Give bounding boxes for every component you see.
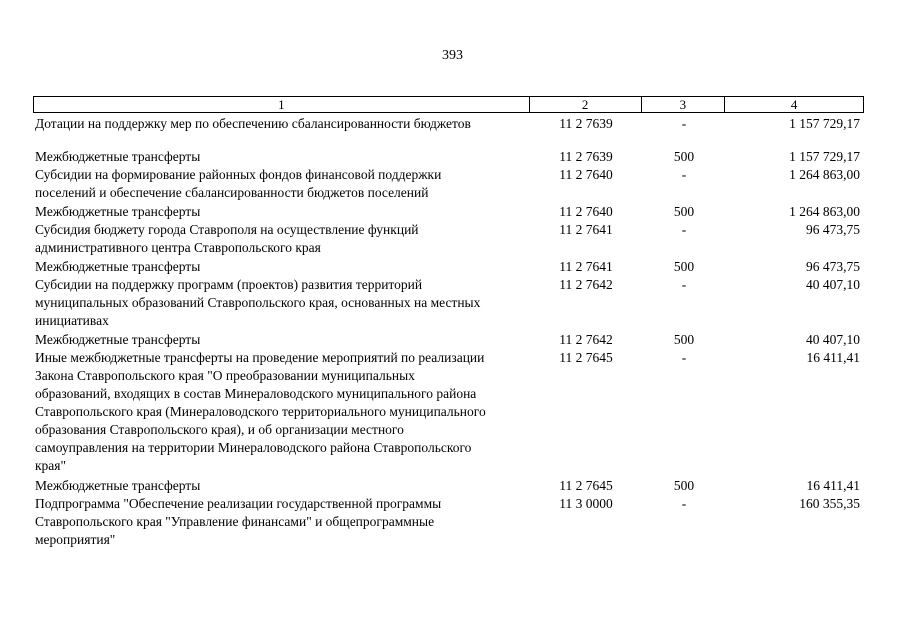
row-name: Межбюджетные трансферты xyxy=(35,332,201,347)
row-name: Субсидия бюджету города Ставрополя на осуществление функций административного центра Ставропольского края xyxy=(35,222,419,255)
row-sum: 16 411,41 xyxy=(806,350,860,365)
row-expense-type: 500 xyxy=(673,259,695,274)
row-code: 11 2 7640 xyxy=(559,167,613,182)
table-header xyxy=(33,96,864,113)
row-sum: 1 264 863,00 xyxy=(789,167,860,182)
row-sum: 1 264 863,00 xyxy=(789,204,860,219)
header-col-4: 4 xyxy=(724,97,863,112)
header-col-3: 3 xyxy=(641,97,725,112)
row-sum: 40 407,10 xyxy=(806,332,860,347)
row-code: 11 2 7639 xyxy=(559,149,613,164)
row-code: 11 3 0000 xyxy=(559,496,613,511)
row-sum: 96 473,75 xyxy=(806,222,860,237)
row-name: Субсидии на поддержку программ (проектов) развития территорий муниципальных образований Ставропольского края, основанных на местных инициативах xyxy=(35,277,481,328)
row-name: Субсидии на формирование районных фондов финансовой поддержки поселений и обеспечение сбалансированности бюджетов поселений xyxy=(35,167,442,200)
row-code: 11 2 7645 xyxy=(559,350,613,365)
row-name: Межбюджетные трансферты xyxy=(35,478,201,493)
header-col-2: 2 xyxy=(529,97,641,112)
row-name: Дотации на поддержку мер по обеспечению сбалансированности бюджетов xyxy=(35,116,471,131)
row-expense-type: 500 xyxy=(673,332,695,347)
row-expense-type: - xyxy=(681,222,687,237)
row-code: 11 2 7642 xyxy=(559,277,613,292)
row-expense-type: - xyxy=(681,277,687,292)
row-name: Межбюджетные трансферты xyxy=(35,149,201,164)
row-code: 11 2 7640 xyxy=(559,204,613,219)
row-code: 11 2 7642 xyxy=(559,332,613,347)
row-expense-type: 500 xyxy=(673,149,695,164)
row-name: Подпрограмма "Обеспечение реализации государственной программы Ставропольского края "Управление финансами" и общепрограммные мероприятия" xyxy=(35,496,442,547)
row-code: 11 2 7641 xyxy=(559,222,613,237)
row-sum: 160 355,35 xyxy=(799,496,860,511)
row-code: 11 2 7639 xyxy=(559,116,613,131)
row-sum: 16 411,41 xyxy=(806,478,860,493)
row-expense-type: 500 xyxy=(673,478,695,493)
row-expense-type: - xyxy=(681,167,687,182)
row-name: Межбюджетные трансферты xyxy=(35,259,201,274)
row-sum: 96 473,75 xyxy=(806,259,860,274)
row-code: 11 2 7641 xyxy=(559,259,613,274)
row-code: 11 2 7645 xyxy=(559,478,613,493)
row-name: Иные межбюджетные трансферты на проведение мероприятий по реализации Закона Ставропольского края "О преобразовании муниципальных образований, входящих в состав Минераловодского муниципального района Ставропольского края (Минераловодского территориального муниципального образования Ставропольского края), и об организации местного самоуправления на территории Минераловодского района Ставропольского края" xyxy=(35,350,486,473)
row-expense-type: - xyxy=(681,496,687,511)
row-sum: 40 407,10 xyxy=(806,277,860,292)
row-name: Межбюджетные трансферты xyxy=(35,204,201,219)
row-expense-type: - xyxy=(681,116,687,131)
row-sum: 1 157 729,17 xyxy=(789,149,860,164)
row-expense-type: - xyxy=(681,350,687,365)
row-sum: 1 157 729,17 xyxy=(789,116,860,131)
row-expense-type: 500 xyxy=(673,204,695,219)
page-number: 393 xyxy=(442,48,463,63)
header-col-1: 1 xyxy=(278,96,285,112)
